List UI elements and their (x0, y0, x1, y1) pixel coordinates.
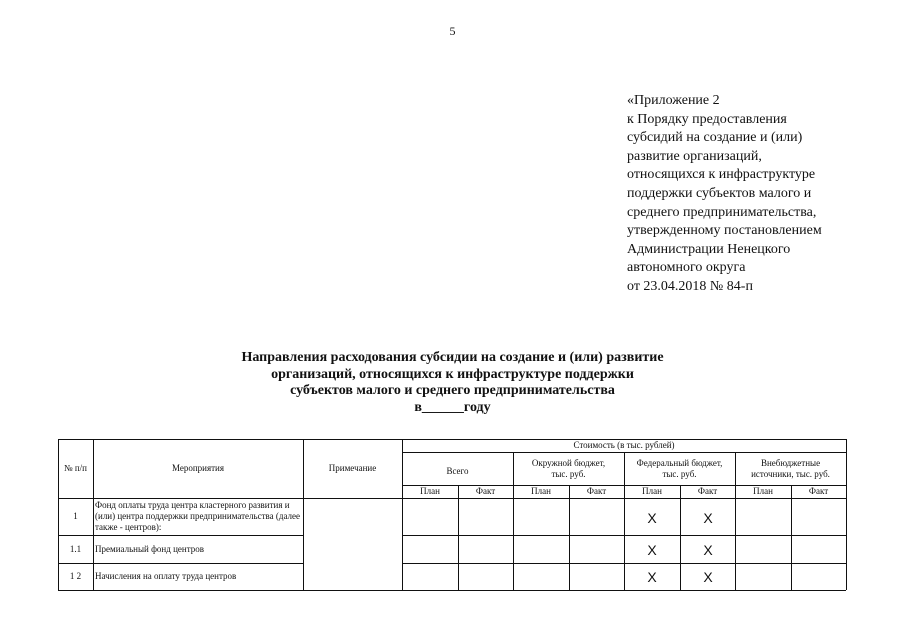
row-number: 1 (73, 511, 78, 521)
header-fact: Факт (808, 486, 829, 496)
row-activity: Начисления на оплату труда центров (95, 571, 237, 581)
table-rule (458, 485, 459, 590)
row-number: 1.1 (69, 543, 82, 554)
appendix-line: к Порядку предоставления (627, 111, 787, 127)
federal-plan-mark: X (647, 542, 657, 558)
table-rule (58, 498, 846, 499)
header-activity: Мероприятия (171, 463, 225, 473)
row-activity: Фонд оплаты труда центра кластерного развития и (или) центра поддержки предпринимательства (далее также - центров): (95, 500, 301, 532)
header-plan: План (420, 486, 440, 496)
header-offbudget: Внебюджетные источники, тыс. руб. (751, 457, 830, 479)
appendix-line: утвержденному постановлением (627, 223, 822, 239)
header-plan: План (642, 486, 662, 496)
table-rule (846, 439, 847, 590)
appendix-line: «Приложение 2 (627, 93, 720, 108)
title-line: организаций, относящихся к инфраструктуре поддержки (271, 366, 634, 382)
appendix-line: Администрации Ненецкого (627, 241, 791, 257)
appendix-line: развитие организаций, (627, 148, 762, 164)
header-note: Примечание (328, 463, 377, 473)
header-total: Всего (446, 466, 469, 476)
federal-fact-mark: X (703, 569, 713, 585)
header-fact: Факт (586, 486, 607, 496)
table-rule (680, 485, 681, 590)
appendix-line: автономного округа (627, 260, 746, 276)
table-rule (58, 590, 846, 591)
header-fact: Факт (697, 486, 718, 496)
header-federal-budget: Федеральный бюджет, тыс. руб. (636, 457, 723, 479)
federal-fact-mark: X (703, 542, 713, 558)
title-line: Направления расходования субсидии на создание и (или) развитие (241, 350, 664, 365)
appendix-line: субсидий на создание и (или) (627, 130, 803, 146)
header-fact: Факт (475, 486, 496, 496)
header-plan: План (531, 486, 551, 496)
appendix-line: от 23.04.2018 № 84-п (627, 278, 753, 294)
federal-fact-mark: X (703, 510, 713, 526)
federal-plan-mark: X (647, 510, 657, 526)
appendix-line: относящихся к инфраструктуре (627, 167, 816, 183)
header-district-budget: Окружной бюджет, тыс. руб. (531, 457, 606, 479)
title-line: субъектов малого и среднего предпринимательства (290, 383, 615, 399)
federal-plan-mark: X (647, 569, 657, 585)
row-number: 1 2 (69, 571, 82, 581)
page-number: 5 (449, 24, 456, 38)
row-activity: Премиальный фонд центров (95, 543, 205, 554)
appendix-line: поддержки субъектов малого и (627, 185, 812, 201)
table-rule (791, 485, 792, 590)
title-line: в______году (414, 399, 491, 415)
header-num: № п/п (64, 463, 87, 473)
header-cost: Стоимость (в тыс. рублей) (573, 440, 675, 450)
appendix-line: среднего предпринимательства, (627, 204, 817, 220)
header-plan: План (753, 486, 773, 496)
table-rule (569, 485, 570, 590)
